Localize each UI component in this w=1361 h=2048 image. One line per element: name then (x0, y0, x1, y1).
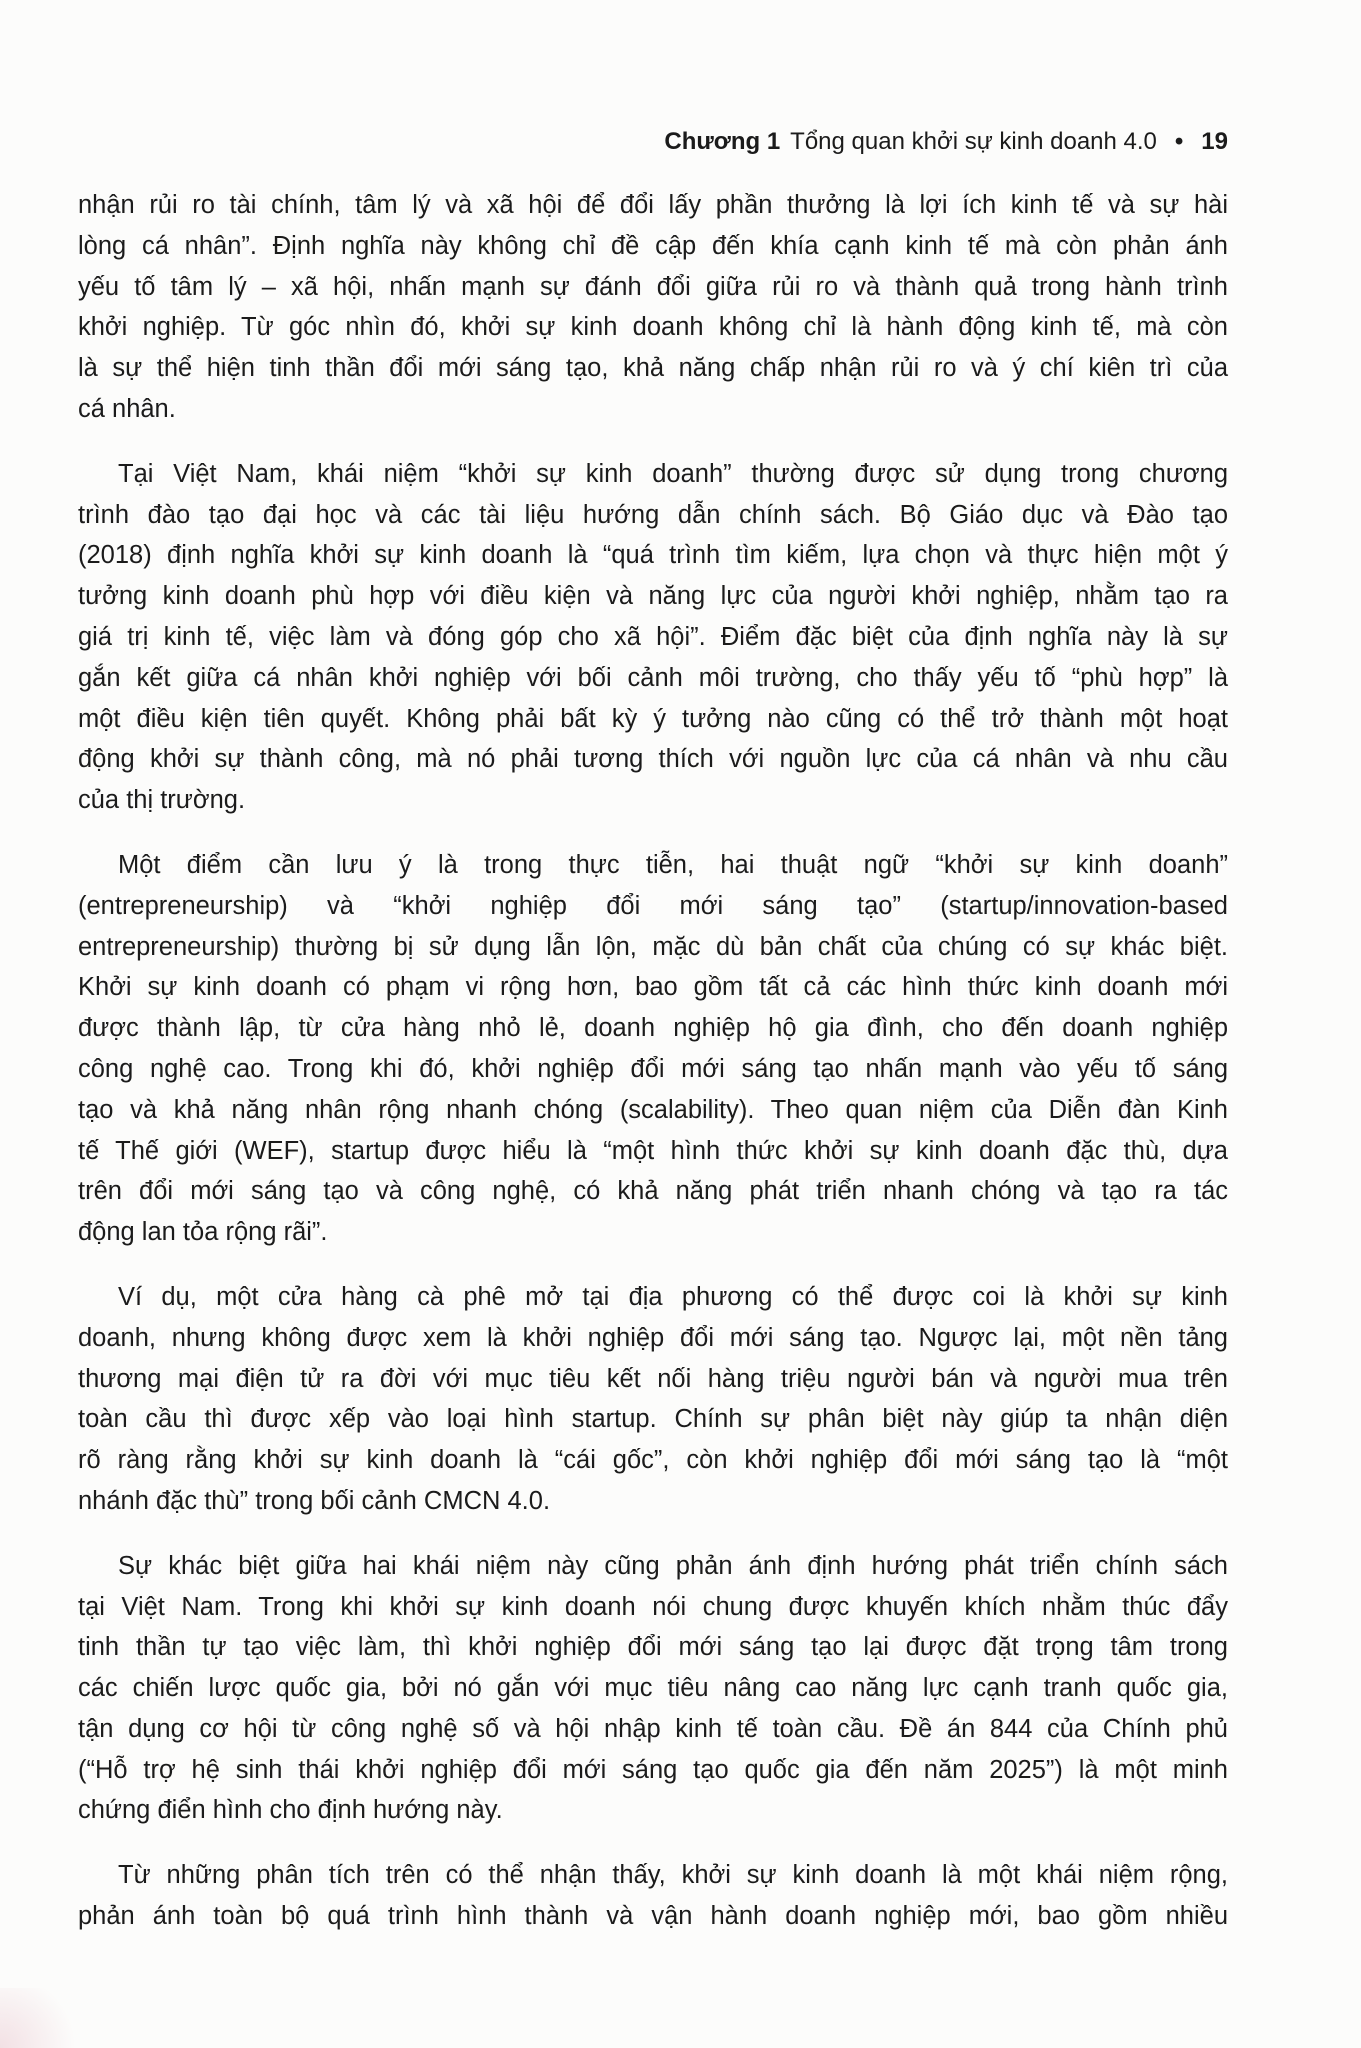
text-line: một điều kiện tiên quyết. Không phải bất kỳ ý tưởng nào cũng có thể trở thành một hoạt (78, 704, 1228, 733)
text-line: phản ánh toàn bộ quá trình hình thành và vận hành doanh nghiệp mới, bao gồm nhiều (78, 1902, 1228, 1931)
text-line: Một điểm cần lưu ý là trong thực tiễn, hai thuật ngữ “khởi sự kinh doanh” (118, 850, 1228, 879)
chapter-label: Chương 1 (664, 128, 781, 155)
page-body-text (78, 185, 1228, 1961)
paragraph (78, 1546, 1228, 1832)
chapter-title: Tổng quan khởi sự kinh doanh 4.0 (790, 128, 1157, 155)
text-line: doanh, nhưng không được xem là khởi nghiệp đổi mới sáng tạo. Ngược lại, một nền tảng (78, 1323, 1228, 1352)
text-line: chứng điển hình cho định hướng này. (78, 1796, 503, 1825)
text-line: Tại Việt Nam, khái niệm “khởi sự kinh doanh” thường được sử dụng trong chương (118, 459, 1228, 488)
text-line: Ví dụ, một cửa hàng cà phê mở tại địa phương có thể được coi là khởi sự kinh (118, 1282, 1228, 1311)
text-line: thương mại điện tử ra đời với mục tiêu kết nối hàng triệu người bán và người mua trên (78, 1364, 1228, 1393)
text-line: tế Thế giới (WEF), startup được hiểu là “một hình thức khởi sự kinh doanh đặc thù, dựa (78, 1136, 1228, 1165)
text-line: động lan tỏa rộng rãi”. (78, 1218, 328, 1247)
text-line: cá nhân. (78, 394, 176, 423)
text-line: Từ những phân tích trên có thể nhận thấy, khởi sự kinh doanh là một khái niệm rộng, (118, 1861, 1228, 1890)
text-line: của thị trường. (78, 786, 246, 815)
text-line: tưởng kinh doanh phù hợp với điều kiện và năng lực của người khởi nghiệp, nhằm tạo ra (78, 582, 1228, 611)
paragraph (78, 185, 1228, 430)
paragraph (78, 1277, 1228, 1522)
text-line: yếu tố tâm lý – xã hội, nhấn mạnh sự đánh đổi giữa rủi ro và thành quả trong hành trình (78, 272, 1228, 301)
running-header (664, 128, 1228, 156)
text-line: rõ ràng rằng khởi sự kinh doanh là “cái gốc”, còn khởi nghiệp đổi mới sáng tạo là “một (78, 1446, 1228, 1475)
text-line: tạo và khả năng nhân rộng nhanh chóng (scalability). Theo quan niệm của Diễn đàn Kinh (78, 1095, 1228, 1124)
text-line: trình đào tạo đại học và các tài liệu hướng dẫn chính sách. Bộ Giáo dục và Đào tạo (78, 500, 1228, 529)
text-line: Khởi sự kinh doanh có phạm vi rộng hơn, bao gồm tất cả các hình thức kinh doanh mới (78, 973, 1228, 1002)
text-line: được thành lập, từ cửa hàng nhỏ lẻ, doanh nghiệp hộ gia đình, cho đến doanh nghiệp (78, 1014, 1228, 1043)
text-line: trên đổi mới sáng tạo và công nghệ, có khả năng phát triển nhanh chóng và tạo ra tác (78, 1177, 1228, 1206)
text-line: giá trị kinh tế, việc làm và đóng góp cho xã hội”. Điểm đặc biệt của định nghĩa này là sự (78, 622, 1228, 651)
text-line: tận dụng cơ hội từ công nghệ số và hội nhập kinh tế toàn cầu. Đề án 844 của Chính phủ (78, 1714, 1228, 1743)
text-line: lòng cá nhân”. Định nghĩa này không chỉ đề cập đến khía cạnh kinh tế mà còn phản ánh (78, 231, 1228, 260)
text-line: tại Việt Nam. Trong khi khởi sự kinh doanh nói chung được khuyến khích nhằm thúc đẩy (78, 1592, 1228, 1621)
text-line: động khởi sự thành công, mà nó phải tương thích với nguồn lực của cá nhân và nhu cầu (78, 745, 1228, 774)
paragraph (78, 1855, 1228, 1937)
header-separator: • (1174, 128, 1184, 155)
page-number: 19 (1201, 128, 1228, 155)
text-line: tinh thần tự tạo việc làm, thì khởi nghiệp đổi mới sáng tạo lại được đặt trọng tâm trong (78, 1633, 1228, 1662)
text-line: nhánh đặc thù” trong bối cảnh CMCN 4.0. (78, 1486, 551, 1515)
text-line: các chiến lược quốc gia, bởi nó gắn với mục tiêu nâng cao năng lực cạnh tranh quốc gia, (78, 1674, 1228, 1703)
text-line: Sự khác biệt giữa hai khái niệm này cũng phản ánh định hướng phát triển chính sách (118, 1551, 1228, 1580)
text-line: (entrepreneurship) và “khởi nghiệp đổi mới sáng tạo” (startup/innovation-based (78, 891, 1228, 920)
paragraph (78, 454, 1228, 821)
text-line: (2018) định nghĩa khởi sự kinh doanh là “quá trình tìm kiếm, lựa chọn và thực hiện một ý (78, 541, 1228, 570)
text-line: toàn cầu thì được xếp vào loại hình startup. Chính sự phân biệt này giúp ta nhận diện (78, 1405, 1228, 1434)
text-line: gắn kết giữa cá nhân khởi nghiệp với bối cảnh môi trường, cho thấy yếu tố “phù hợp” là (78, 663, 1228, 692)
text-line: khởi nghiệp. Từ góc nhìn đó, khởi sự kinh doanh không chỉ là hành động kinh tế, mà còn (78, 313, 1228, 342)
paragraph (78, 845, 1228, 1253)
text-line: (“Hỗ trợ hệ sinh thái khởi nghiệp đổi mới sáng tạo quốc gia đến năm 2025”) là một minh (78, 1755, 1228, 1784)
page-edge-tint (0, 1988, 90, 2048)
text-line: là sự thể hiện tinh thần đổi mới sáng tạo, khả năng chấp nhận rủi ro và ý chí kiên trì của (78, 354, 1228, 383)
text-line: công nghệ cao. Trong khi đó, khởi nghiệp đổi mới sáng tạo nhấn mạnh vào yếu tố sáng (78, 1054, 1228, 1083)
text-line: entrepreneurship) thường bị sử dụng lẫn lộn, mặc dù bản chất của chúng có sự khác biệt. (78, 932, 1228, 961)
text-line: nhận rủi ro tài chính, tâm lý và xã hội để đổi lấy phần thưởng là lợi ích kinh tế và sự hài (78, 191, 1228, 219)
